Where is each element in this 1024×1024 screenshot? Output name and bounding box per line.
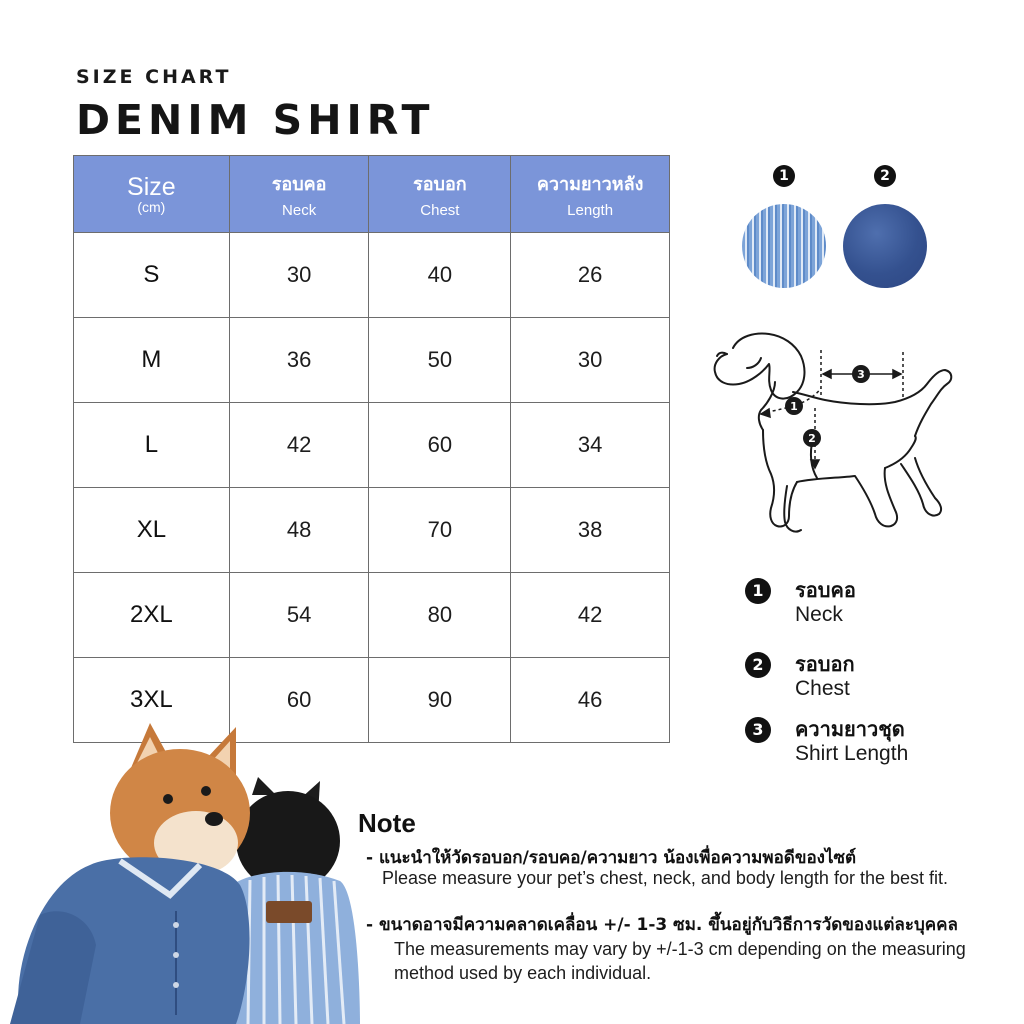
swatch-number-badge: 1	[773, 165, 795, 187]
dog-measurement-diagram	[705, 318, 960, 540]
length-cell: 46	[511, 658, 670, 743]
note-english-line: The measurements may vary by +/-1-3 cm depending on the measuring	[394, 939, 966, 959]
neck-cell: 48	[229, 488, 369, 573]
neck-cell: 42	[229, 403, 369, 488]
neck-cell: 36	[229, 318, 369, 403]
product-photo	[0, 715, 360, 1024]
table-row	[74, 488, 670, 573]
dog-outline-icon	[715, 334, 952, 532]
column-header-neck	[229, 156, 369, 233]
column-header-length	[511, 156, 670, 233]
swatch-number-badge: 2	[874, 165, 896, 187]
size-cell: L	[74, 403, 230, 488]
column-header-sublabel: Chest	[420, 202, 460, 219]
chest-cell: 90	[369, 658, 511, 743]
legend-english-label: Neck	[795, 603, 843, 626]
table-row	[74, 573, 670, 658]
column-header-sublabel: (cm)	[137, 199, 166, 215]
neck-cell: 30	[229, 233, 369, 318]
neck-cell: 60	[229, 658, 369, 743]
dark-denim-swatch	[843, 204, 927, 288]
column-header-label: ความยาวหลัง	[536, 174, 644, 195]
length-marker-label: 3	[857, 368, 865, 381]
column-header-size	[74, 156, 230, 233]
legend-number-badge: 3	[745, 717, 771, 743]
size-cell: 3XL	[74, 658, 230, 743]
table-row	[74, 318, 670, 403]
chest-cell: 40	[369, 233, 511, 318]
size-cell: S	[74, 233, 230, 318]
note-thai-line: - ขนาดอาจมีความคลาดเคลื่อน +/- 1-3 ซม. ขึ้นอยู่กับวิธีการวัดของแต่ละบุคคล	[366, 915, 958, 935]
note-thai-line: - แนะนำให้วัดรอบอก/รอบคอ/ความยาว น้องเพื่อความพอดีของไซต์	[366, 848, 857, 868]
size-cell: 2XL	[74, 573, 230, 658]
table-row	[74, 403, 670, 488]
column-header-sublabel: Length	[567, 202, 614, 219]
length-cell: 34	[511, 403, 670, 488]
legend-number-badge: 1	[745, 578, 771, 604]
legend-thai-label: ความยาวชุด	[795, 717, 905, 741]
size-cell: M	[74, 318, 230, 403]
page-title: DENIM SHIRT	[76, 96, 435, 144]
shiba-dog-denim-shirt	[10, 723, 250, 1024]
column-header-label: รอบอก	[413, 174, 467, 195]
length-cell: 26	[511, 233, 670, 318]
legend-thai-label: รอบอก	[795, 652, 855, 676]
legend-thai-label: รอบคอ	[795, 578, 856, 602]
legend-english-label: Shirt Length	[795, 742, 909, 765]
length-cell: 38	[511, 488, 670, 573]
note-english-line: Please measure your pet’s chest, neck, and body length for the best fit.	[382, 868, 948, 888]
table-row	[74, 233, 670, 318]
page-subtitle: SIZE CHART	[76, 66, 232, 88]
legend-number-badge: 2	[745, 652, 771, 678]
neck-marker-label: 1	[790, 400, 798, 413]
table-header-row	[74, 156, 670, 233]
size-cell: XL	[74, 488, 230, 573]
neck-cell: 54	[229, 573, 369, 658]
length-cell: 42	[511, 573, 670, 658]
length-cell: 30	[511, 318, 670, 403]
note-english-line: method used by each individual.	[394, 963, 652, 983]
striped-denim-swatch	[742, 204, 826, 288]
chest-cell: 80	[369, 573, 511, 658]
column-header-label: รอบคอ	[271, 174, 327, 195]
measurement-guides	[761, 350, 903, 466]
chest-cell: 70	[369, 488, 511, 573]
chest-cell: 50	[369, 318, 511, 403]
column-header-sublabel: Neck	[282, 202, 317, 219]
size-chart-table	[73, 155, 670, 743]
legend-english-label: Chest	[795, 677, 850, 700]
chest-cell: 60	[369, 403, 511, 488]
chest-marker-label: 2	[808, 432, 816, 445]
column-header-label: Size	[127, 173, 176, 201]
column-header-chest	[369, 156, 511, 233]
measurement-arrows	[761, 370, 901, 468]
note-title: Note	[358, 808, 416, 838]
